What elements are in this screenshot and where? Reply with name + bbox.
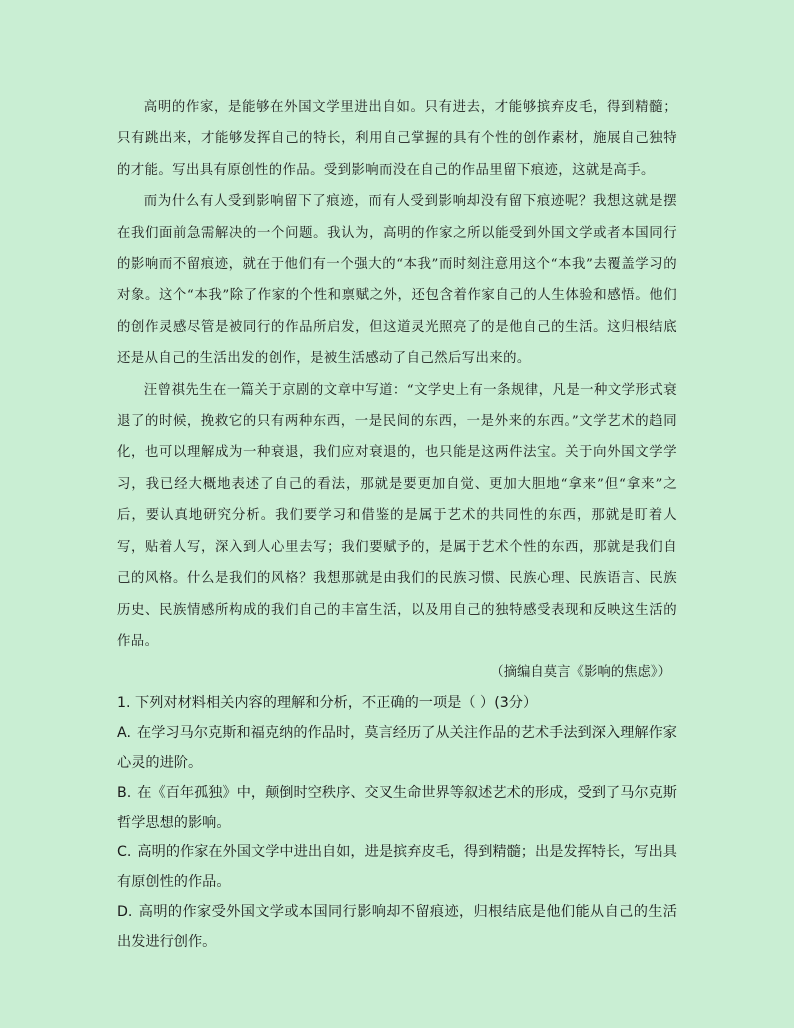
option-a-text: 在学习马尔克斯和福克纳的作品时，莫言经历了从关注作品的艺术手法到深入理解作家心灵的进阶。 (117, 725, 677, 771)
document-page (117, 92, 677, 957)
option-c-letter: C. (117, 844, 132, 861)
option-b-text: 在《百年孤独》中，颠倒时空秩序、交叉生命世界等叙述艺术的形成，受到了马尔克斯哲学思想的影响。 (117, 784, 677, 831)
question-stem: 1. 下列对材料相关内容的理解和分析，不正确的一项是（ ）(3分） (117, 695, 538, 712)
option-b (117, 779, 677, 839)
option-d-letter: D. (117, 903, 133, 920)
option-d-text: 高明的作家受外国文学或本国同行影响却不留痕迹，归根结底是他们能从自己的生活出发进行创作。 (117, 903, 677, 950)
option-a-letter: A. (117, 725, 131, 742)
article-source: （摘编自莫言《影响的焦虑》） (490, 665, 671, 681)
article-paragraph-2: 而为什么有人受到影响留下了痕迹，而有人受到影响却没有留下痕迹呢？我想这就是摆在我们面前急需解决的一个问题。我认为，高明的作家之所以能受到外国文学或者本国同行的影响而不留痕迹，就在于他们有一个强大的“本我”而时刻注意用这个“本我”去覆盖学习的对象。这个“本我”除了作家的个性和禀赋之外，还包含着作家自己的人生体验和感悟。他们的创作灵感尽管是被同行的作品所启发，但这道灵光照亮了的是他自己的生活。这归根结底还是从自己的生活出发的创作，是被生活感动了自己然后写出来的。 (117, 194, 677, 367)
option-b-letter: B. (117, 784, 132, 801)
option-c (117, 838, 677, 898)
article-paragraph-3: 汪曾祺先生在一篇关于京剧的文章中写道：“文学史上有一条规律，凡是一种文学形式衰退了的时候，挽救它的只有两种东西，一是民间的东西，一是外来的东西。”文学艺术的趋同化，也可以理解成为一种衰退，我们应对衰退的，也只能是这两件法宝。关于向外国文学学习，我已经大概地表述了自己的看法，那就是要更加自觉、更加大胆地“拿来”但“拿来”之后，要认真地研究分析。我们要学习和借鉴的是属于艺术的共同性的东西，那就是盯着人写，贴着人写，深入到人心里去写；我们要赋予的，是属于艺术个性的东西，那就是我们自己的风格。什么是我们的风格？我想那就是由我们的民族习惯、民族心理、民族语言、民族历史、民族情感所构成的我们自己的丰富生活，以及用自己的独特感受表现和反映这生活的作品。 (117, 382, 677, 649)
option-a (117, 719, 677, 779)
option-d (117, 898, 677, 958)
article-paragraph-1: 高明的作家，是能够在外国文学里进出自如。只有进去，才能够摈弃皮毛，得到精髓；只有跳出来，才能够发挥自己的特长，利用自己掌握的具有个性的创作素材，施展自己独特的才能。写出具有原创性的作品。受到影响而没在自己的作品里留下痕迹，这就是高手。 (117, 100, 677, 178)
option-c-text: 高明的作家在外国文学中进出自如，进是摈弃皮毛，得到精髓；出是发挥特长，写出具有原创性的作品。 (117, 844, 677, 891)
